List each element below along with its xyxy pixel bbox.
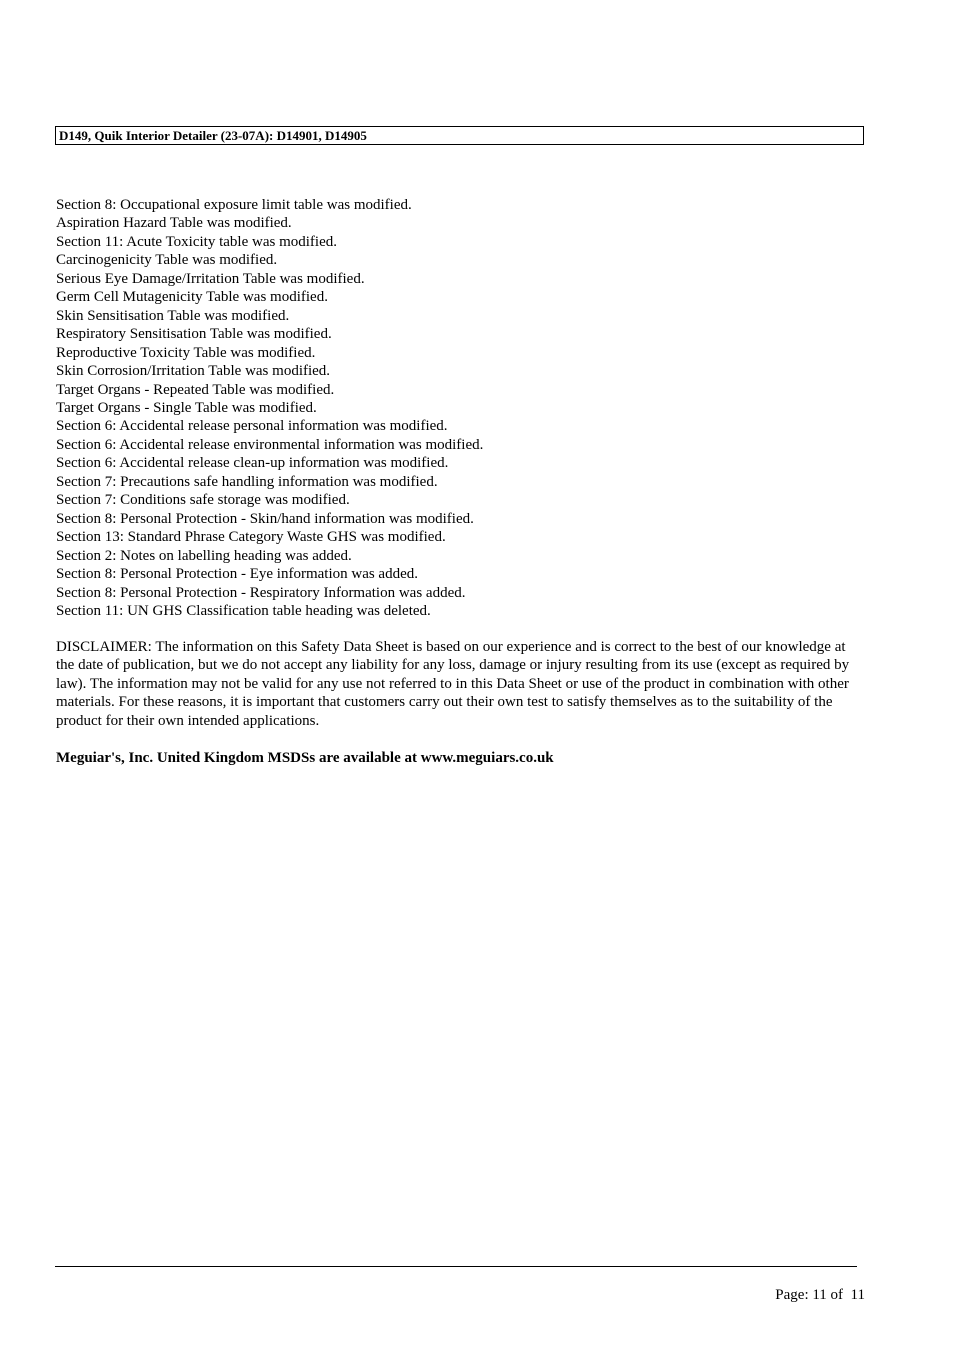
disclaimer-paragraph: DISCLAIMER: The information on this Safety Data Sheet is based on our experience and is correct to the best of our knowledge at the date of publication, but we do not accept any liability for any loss, damage or injury resulting from its use (except as required by law). The information may not be valid for any use not referred to in this Data Sheet or use of the product in combination with other materials. For these reasons, it is important that customers carry out their own test to satisfy themselves as to the suitability of the product for their own intended applications.	[56, 639, 850, 729]
document-header-title: D149, Quik Interior Detailer (23-07A): D14901, D14905	[59, 128, 367, 143]
revision-change-item: Respiratory Sensitisation Table was modified.	[56, 326, 332, 343]
revision-change-item: Section 13: Standard Phrase Category Waste GHS was modified.	[56, 529, 446, 546]
revision-change-item: Aspiration Hazard Table was modified.	[56, 215, 292, 232]
revision-change-item: Section 6: Accidental release clean-up information was modified.	[56, 455, 449, 472]
revision-change-item: Serious Eye Damage/Irritation Table was modified.	[56, 270, 365, 287]
footer-divider	[55, 1266, 857, 1267]
page-number: Page: 11 of 11	[775, 1287, 865, 1303]
revision-change-item: Section 6: Accidental release environmental information was modified.	[56, 436, 484, 453]
revision-change-item: Germ Cell Mutagenicity Table was modified.	[56, 289, 328, 306]
revision-change-item: Section 2: Notes on labelling heading was added.	[56, 547, 352, 564]
revision-change-item: Section 11: UN GHS Classification table heading was deleted.	[56, 602, 431, 619]
revision-change-item: Section 7: Precautions safe handling information was modified.	[56, 473, 438, 490]
revision-change-item: Section 8: Personal Protection - Eye information was added.	[56, 566, 418, 583]
document-header-box	[55, 126, 864, 145]
revision-change-item: Target Organs - Repeated Table was modified.	[56, 381, 335, 398]
revision-change-item: Reproductive Toxicity Table was modified.	[56, 344, 316, 361]
revision-change-item: Section 8: Occupational exposure limit table was modified.	[56, 197, 412, 213]
revision-changes-list	[56, 196, 483, 620]
revision-change-item: Skin Sensitisation Table was modified.	[56, 307, 290, 324]
msds-availability-note: Meguiar's, Inc. United Kingdom MSDSs are available at www.meguiars.co.uk	[56, 750, 554, 766]
revision-change-item: Section 8: Personal Protection - Skin/hand information was modified.	[56, 510, 474, 527]
revision-change-item: Carcinogenicity Table was modified.	[56, 252, 278, 269]
revision-change-item: Skin Corrosion/Irritation Table was modified.	[56, 363, 331, 380]
revision-change-item: Section 8: Personal Protection - Respiratory Information was added.	[56, 584, 466, 601]
revision-change-item: Section 7: Conditions safe storage was modified.	[56, 492, 350, 509]
revision-change-item: Target Organs - Single Table was modified.	[56, 399, 317, 416]
revision-change-item: Section 6: Accidental release personal information was modified.	[56, 418, 448, 435]
revision-change-item: Section 11: Acute Toxicity table was modified.	[56, 233, 337, 250]
